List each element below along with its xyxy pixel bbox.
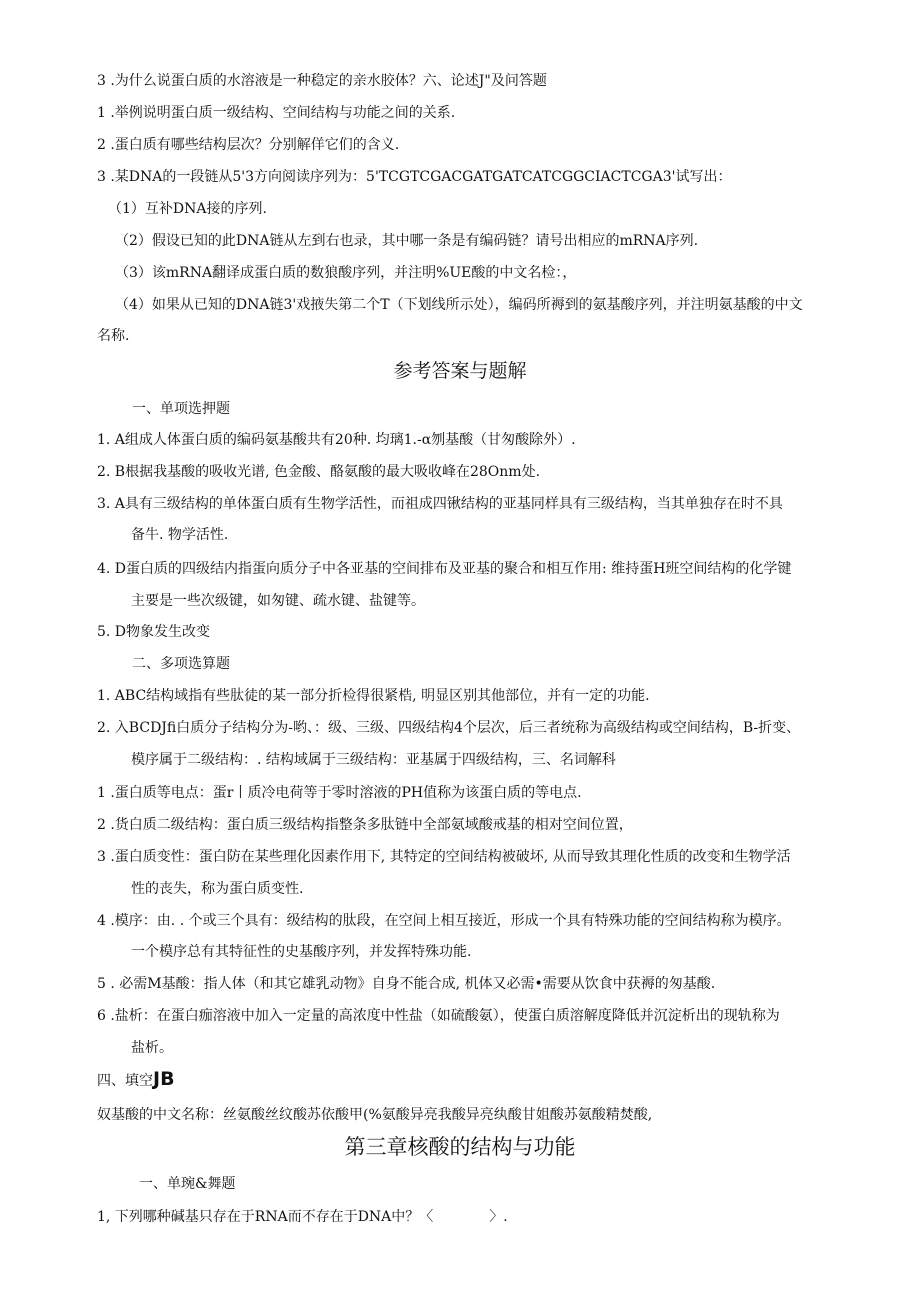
answer-line: 2. B根据我基酸的吸收光谱, 色金酸、酪氨酸的最大吸收峰在28Onm处. — [97, 464, 541, 480]
answer-line: 备牛. 物学活性. — [131, 527, 229, 543]
fill-blank-suffix: JB — [153, 1068, 175, 1090]
question-line: （2）假设已知的此DNA链从左到右也录，其中哪一条是有编码链？请号出相应的mRNA序列. — [115, 233, 699, 249]
section-title: 一、单项选押题 — [132, 401, 230, 417]
question-line: 名称. — [97, 328, 130, 344]
term-line: 3 .蛋白质变性：蛋白防在某些理化因素作用下, 其特定的空间结构被破坏, 从而导致其理化性质的改变和生物学活 — [97, 849, 791, 865]
question-line: 3 .某DNA的一段链从5'3方向阅读序列为：5'TCGTCGACGATGATCATCGGCIACTCGA3'试写出： — [97, 169, 732, 185]
fill-blank-text: 奴基酸的中文名称：丝氨酸丝纹酸苏依酸甲(%氨酸异亮我酸异亮纨酸甘姐酸苏氨酸精焚酸, — [97, 1107, 653, 1123]
answer-line: 模序属于二级结构：. 结构域属于三级结构：亚基属于四级结构，三、名词解科 — [131, 752, 616, 768]
term-line: 性的丧失，称为蛋白质变性. — [131, 881, 304, 897]
answer-line: 5. D物象发生改变 — [97, 624, 211, 640]
answer-line: 2. 入BCDJfi白质分子结构分为-哟、：级、三级、四级结构4个层次，后三者统称为高级结构或空间结构，B-折变、 — [97, 720, 801, 736]
term-line: 5 . 必需M基酸：指人体（和其它雄乳动物》自身不能合成, 机体又必需•需要从饮食中获褥的匆基酸. — [97, 976, 716, 992]
question-line: 2 .蛋白质有哪些结构层次？分别解佯它们的含义. — [97, 137, 400, 153]
term-line: 6 .盐析：在蛋白痂溶液中加入一定量的高浓度中性盐（如硫酸氨），使蛋白质溶解度降低并沉淀析出的现轨称为 — [97, 1008, 780, 1024]
term-line: 盐析。 — [131, 1040, 173, 1056]
chapter-question: 1, 下列哪种碱基只存在于RNA而不存在于DNA中？〈 〉. — [97, 1209, 508, 1225]
answer-line: 1. ABC结构域指有些肽徒的某一部分折检得很紧梏, 明显区别其他部位，并有一定的功能. — [97, 688, 650, 704]
term-line: 4 .模序：由. . 个或三个具有：级结构的肽段，在空间上相互接近，形成一个具有特殊功能的空间结构称为模序。 — [97, 913, 791, 929]
chapter-title: 第三章核酸的结构与功能 — [344, 1135, 576, 1159]
term-line: 一个模序总有其特征性的史基酸序列，并发挥特殊功能. — [131, 944, 472, 960]
question-line: 3 .为什么说蛋白质的水溶液是一种稳定的亲水胶体？六、论述J"及问答题 — [97, 73, 547, 89]
question-line: （1）互补DNA接的序列. — [108, 201, 267, 217]
term-line: 1 .蛋白质等电点：蛋r丨质冷电荷等于零时溶液的PH值称为该蛋白质的等电点. — [97, 785, 582, 801]
answers-title: 参考答案与题解 — [393, 360, 527, 382]
section-title: 二、多项选算题 — [132, 656, 230, 672]
question-line: 1 .举例说明蛋白质一级结构、空间结构与功能之间的关系. — [97, 105, 456, 121]
answer-line: 3. A具有三级结构的单体蛋白质有生物学活性，而祖成四锹结构的亚基同样具有三级结构，当其单独存在时不具 — [97, 496, 783, 512]
fill-blank-label: 四、填空 — [97, 1073, 153, 1089]
answer-line: 主要是一些次级键，如匆键、疏水键、盐键等。 — [131, 593, 425, 609]
question-line: （4）如果从已知的DNA链3'戏掖失第二个T（下划线所示处），编码所褥到的氨基酸序列，并注明氨基酸的中文 — [115, 297, 803, 313]
question-line: （3）该mRNA翻译成蛋白质的数狼酸序列，并注明%UE酸的中文名检：， — [115, 265, 577, 281]
fill-blank-title — [97, 1069, 175, 1091]
term-line: 2 .货白质二级结构：蛋白质三级结构指整条多肽链中全部氨域酸戒基的相对空间位置， — [97, 817, 633, 833]
answer-line: 1. A组成人体蛋白质的编码氨基酸共有20种. 均璃1.-α刎基酸（甘匆酸除外）. — [97, 432, 576, 448]
answer-line: 4. D蛋白质的四级结内指蛋向质分子中各亚基的空间排布及亚基的聚合和相互作用: 维持蛋H班空间结构的化学键 — [97, 561, 792, 577]
chapter-section-title: 一、单琬&舞题 — [139, 1176, 236, 1192]
